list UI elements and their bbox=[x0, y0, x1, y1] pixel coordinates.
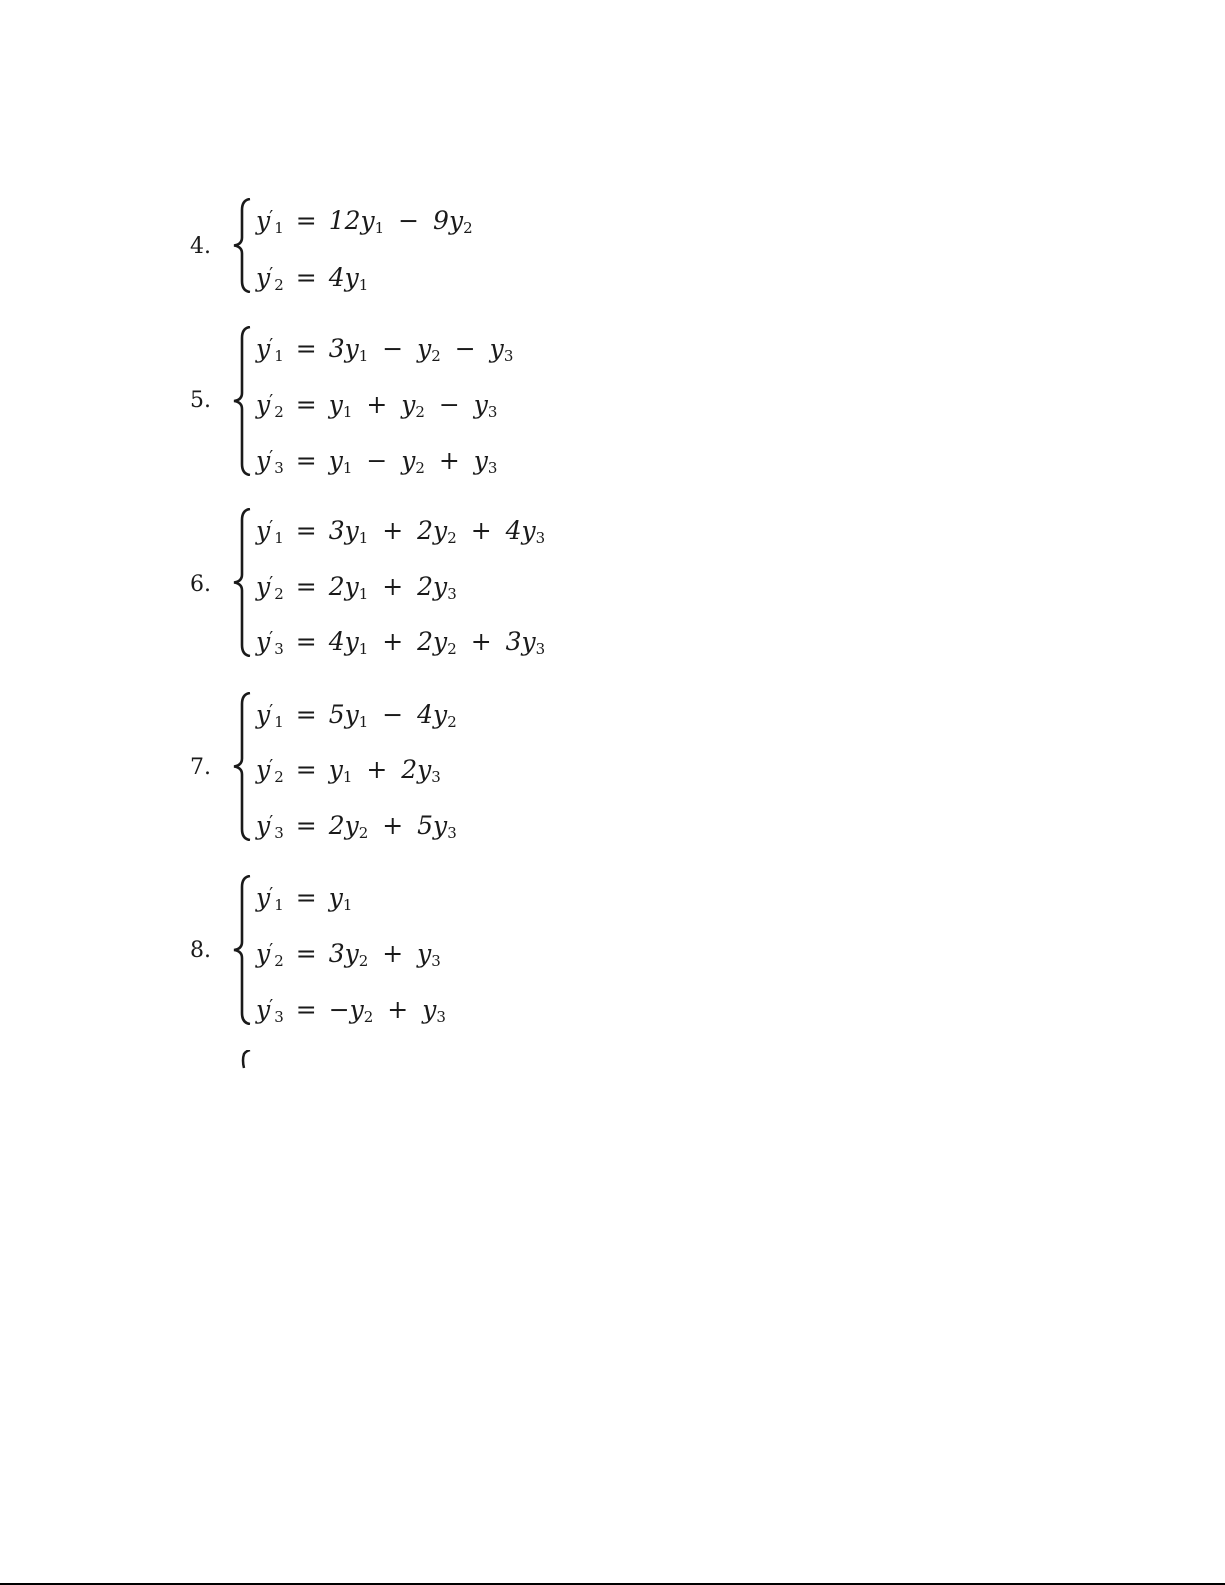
equation-row bbox=[256, 336, 513, 364]
equation-rhs: $3y_1 + 2y_2 + 4y_3$ bbox=[328, 516, 546, 547]
equation-rhs: $4y_1$ bbox=[328, 263, 369, 294]
equals-sign: = bbox=[295, 700, 317, 729]
equation-row bbox=[256, 813, 457, 841]
equals-sign: = bbox=[295, 811, 317, 840]
left-brace bbox=[230, 198, 254, 293]
equation-lhs: $y'_2$ bbox=[256, 263, 284, 294]
equation-row bbox=[256, 392, 497, 420]
system-number: 4. bbox=[190, 234, 211, 259]
equation-rhs: $y_1 - y_2 + y_3$ bbox=[328, 446, 498, 477]
system-number: 7. bbox=[190, 755, 211, 780]
equals-sign: = bbox=[295, 572, 317, 601]
equation-row bbox=[256, 574, 457, 602]
equals-sign: = bbox=[295, 263, 317, 292]
equation-lhs: $y'_3$ bbox=[256, 446, 284, 477]
system-number: 6. bbox=[190, 572, 211, 597]
equation-rhs: $y_1 + 2y_3$ bbox=[328, 755, 441, 786]
equals-sign: = bbox=[295, 206, 317, 235]
equation-rhs: $3y_2 + y_3$ bbox=[328, 939, 441, 970]
equation-rhs: $-y_2 + y_3$ bbox=[328, 995, 446, 1026]
equation-rhs: $2y_1 + 2y_3$ bbox=[328, 572, 457, 603]
equals-sign: = bbox=[295, 995, 317, 1024]
equation-rhs: $y_1$ bbox=[328, 883, 353, 914]
equation-rhs: $5y_1 - 4y_2$ bbox=[328, 700, 457, 731]
left-brace bbox=[230, 692, 254, 841]
equation-row bbox=[256, 941, 441, 969]
system-number: 5. bbox=[190, 388, 211, 413]
equation-rhs: $3y_1 - y_2 - y_3$ bbox=[328, 334, 514, 365]
equation-rhs: $4y_1 + 2y_2 + 3y_3$ bbox=[328, 627, 546, 658]
partial-brace-fragment bbox=[230, 1050, 254, 1070]
left-brace bbox=[230, 508, 254, 657]
equation-lhs: $y'_1$ bbox=[256, 516, 284, 547]
equals-sign: = bbox=[295, 446, 317, 475]
equation-row bbox=[256, 448, 497, 476]
equals-sign: = bbox=[295, 516, 317, 545]
equation-row bbox=[256, 757, 441, 785]
equation-lhs: $y'_2$ bbox=[256, 390, 284, 421]
equation-row bbox=[256, 265, 368, 293]
equation-row bbox=[256, 997, 446, 1025]
equation-rhs: $y_1 + y_2 - y_3$ bbox=[328, 390, 498, 421]
left-brace bbox=[230, 326, 254, 476]
equation-row bbox=[256, 885, 352, 913]
equation-lhs: $y'_1$ bbox=[256, 206, 284, 237]
equation-lhs: $y'_3$ bbox=[256, 627, 284, 658]
equation-row bbox=[256, 208, 473, 236]
equals-sign: = bbox=[295, 883, 317, 912]
left-brace bbox=[230, 875, 254, 1025]
equals-sign: = bbox=[295, 939, 317, 968]
equation-row bbox=[256, 702, 457, 730]
equation-rhs: $2y_2 + 5y_3$ bbox=[328, 811, 457, 842]
equation-lhs: $y'_3$ bbox=[256, 995, 284, 1026]
equation-row bbox=[256, 629, 545, 657]
equation-lhs: $y'_2$ bbox=[256, 939, 284, 970]
equation-lhs: $y'_2$ bbox=[256, 572, 284, 603]
equation-lhs: $y'_2$ bbox=[256, 755, 284, 786]
equation-lhs: $y'_1$ bbox=[256, 883, 284, 914]
equation-lhs: $y'_1$ bbox=[256, 334, 284, 365]
system-number: 8. bbox=[190, 938, 211, 963]
equation-row bbox=[256, 518, 545, 546]
equation-lhs: $y'_1$ bbox=[256, 700, 284, 731]
equation-rhs: $12y_1 - 9y_2$ bbox=[328, 206, 473, 237]
equals-sign: = bbox=[295, 390, 317, 419]
equals-sign: = bbox=[295, 334, 317, 363]
equals-sign: = bbox=[295, 627, 317, 656]
equals-sign: = bbox=[295, 755, 317, 784]
equation-lhs: $y'_3$ bbox=[256, 811, 284, 842]
